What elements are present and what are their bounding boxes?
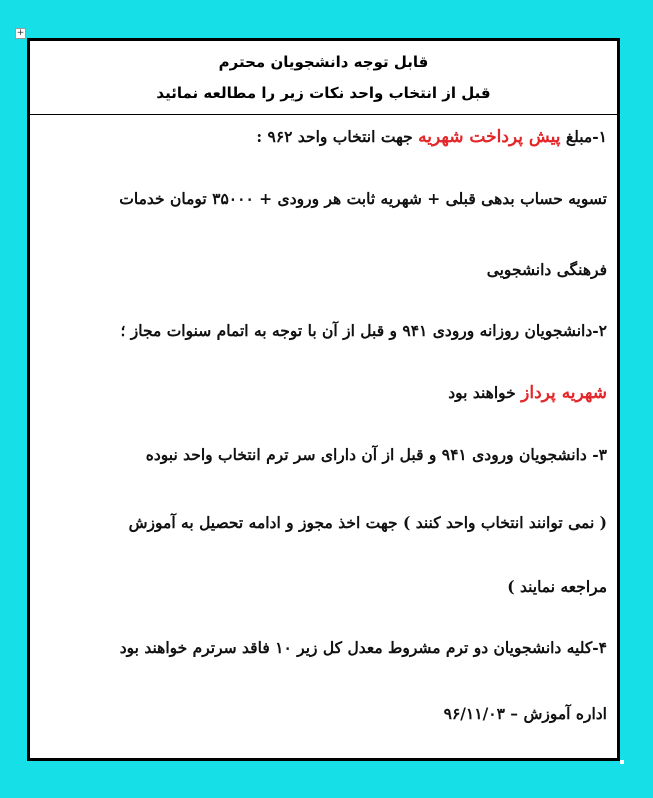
item-2-suffix: خواهند بود — [448, 383, 522, 402]
notice-header — [30, 41, 617, 115]
item-3-line-3: مراجعه نمایند ) — [507, 577, 607, 596]
header-title: قابل توجه دانشجویان محترم — [218, 53, 429, 71]
item-1-line-2: تسویه حساب بدهی قبلی + شهریه ثابت هر ورودی + ۳۵۰۰۰ تومان خدمات — [119, 189, 607, 208]
notice-table — [27, 38, 620, 761]
item-1-line-1 — [40, 127, 607, 147]
notice-body — [30, 117, 617, 758]
item-4-line-1: ۴-کلیه دانشجویان دو ترم مشروط معدل کل زیر ۱۰ فاقد سرترم خواهند بود — [119, 638, 607, 657]
item-1-prefix: ۱-مبلغ — [560, 127, 607, 146]
signature: اداره آموزش – ۹۶/۱۱/۰۳ — [443, 704, 607, 723]
item-1-highlight: پیش پرداخت شهریه — [418, 127, 561, 147]
item-3-line-1: ۳- دانشجویان ورودی ۹۴۱ و قبل از آن دارای سر ترم انتخاب واحد نبوده — [145, 445, 607, 464]
item-2-line-2 — [40, 383, 607, 403]
header-subtitle: قبل از انتخاب واحد نکات زیر را مطالعه نمائید — [156, 84, 491, 102]
item-1-line-3: فرهنگی دانشجویی — [486, 260, 607, 279]
item-2-line-1: ۲-دانشجویان روزانه ورودی ۹۴۱ و قبل از آن با توجه به اتمام سنوات مجاز ؛ — [120, 321, 607, 340]
item-1-suffix: جهت انتخاب واحد ۹۶۲ : — [256, 127, 419, 146]
table-resize-handle[interactable] — [620, 760, 624, 764]
table-move-handle-icon[interactable]: + — [16, 28, 25, 38]
item-2-highlight: شهریه پرداز — [521, 383, 607, 403]
item-3-line-2: ( نمی توانند انتخاب واحد کنند ) جهت اخذ مجوز و ادامه تحصیل به آموزش — [128, 513, 607, 532]
